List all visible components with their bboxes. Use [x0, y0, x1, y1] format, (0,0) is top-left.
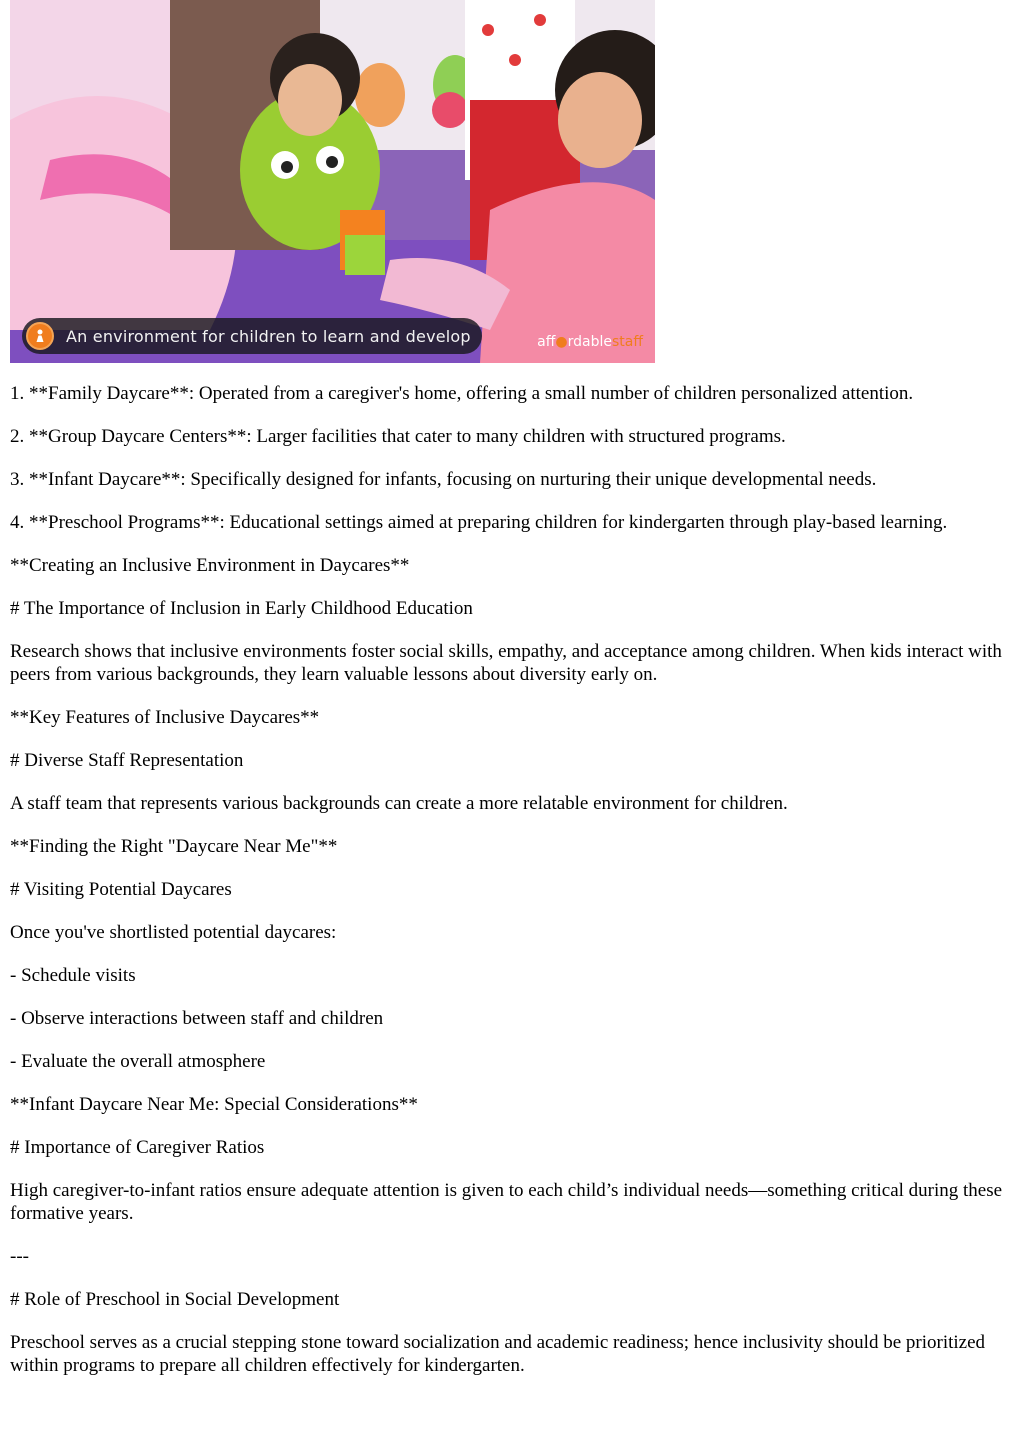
watermark-suffix: staff [611, 334, 643, 350]
person-icon [26, 322, 54, 350]
divider-text: --- [10, 1246, 29, 1267]
paragraph: A staff team that represents various backgrounds can create a more relatable environment for children. [10, 793, 788, 814]
watermark-o-icon: ● [555, 334, 568, 350]
subheading: # The Importance of Inclusion in Early Childhood Education [10, 598, 473, 619]
list-item: 2. **Group Daycare Centers**: Larger facilities that cater to many children with structured programs. [10, 426, 786, 447]
paragraph: Preschool serves as a crucial stepping stone toward socialization and academic readiness; hence inclusivity should be prioritized within programs to prepare all children effectively for kindergarten. [10, 1332, 986, 1376]
subheading: # Importance of Caregiver Ratios [10, 1137, 265, 1158]
watermark-mid: rdable [567, 334, 612, 350]
paragraph: Research shows that inclusive environments foster social skills, empathy, and acceptance among children. When kids interact with peers from various backgrounds, they learn valuable lessons about diversity early on. [10, 641, 1002, 685]
list-item: 3. **Infant Daycare**: Specifically designed for infants, focusing on nurturing their unique developmental needs. [10, 469, 877, 490]
section-heading: **Creating an Inclusive Environment in Daycares** [10, 555, 410, 576]
list-item: - Observe interactions between staff and children [10, 1008, 384, 1029]
paragraph: High caregiver-to-infant ratios ensure adequate attention is given to each child’s individual needs—something critical during these formative years. [10, 1180, 1003, 1224]
daycare-scene-illustration [10, 0, 655, 363]
section-heading: **Finding the Right "Daycare Near Me"** [10, 836, 338, 857]
article-body [10, 382, 1014, 1397]
list-item: - Schedule visits [10, 965, 136, 986]
list-item: - Evaluate the overall atmosphere [10, 1051, 266, 1072]
list-item: 1. **Family Daycare**: Operated from a caregiver's home, offering a small number of children personalized attention. [10, 383, 914, 404]
watermark-prefix: aff [537, 334, 556, 350]
paragraph: Once you've shortlisted potential daycares: [10, 922, 337, 943]
section-heading: **Key Features of Inclusive Daycares** [10, 707, 320, 728]
section-heading: **Infant Daycare Near Me: Special Considerations** [10, 1094, 418, 1115]
subheading: # Diverse Staff Representation [10, 750, 244, 771]
list-item: 4. **Preschool Programs**: Educational settings aimed at preparing children for kindergarten through play-based learning. [10, 512, 948, 533]
caption-text: An environment for children to learn and develop [66, 326, 471, 346]
caption-bar [22, 318, 482, 354]
hero-image [10, 0, 655, 363]
subheading: # Visiting Potential Daycares [10, 879, 232, 900]
subheading: # Role of Preschool in Social Development [10, 1289, 340, 1310]
brand-watermark [537, 334, 643, 350]
